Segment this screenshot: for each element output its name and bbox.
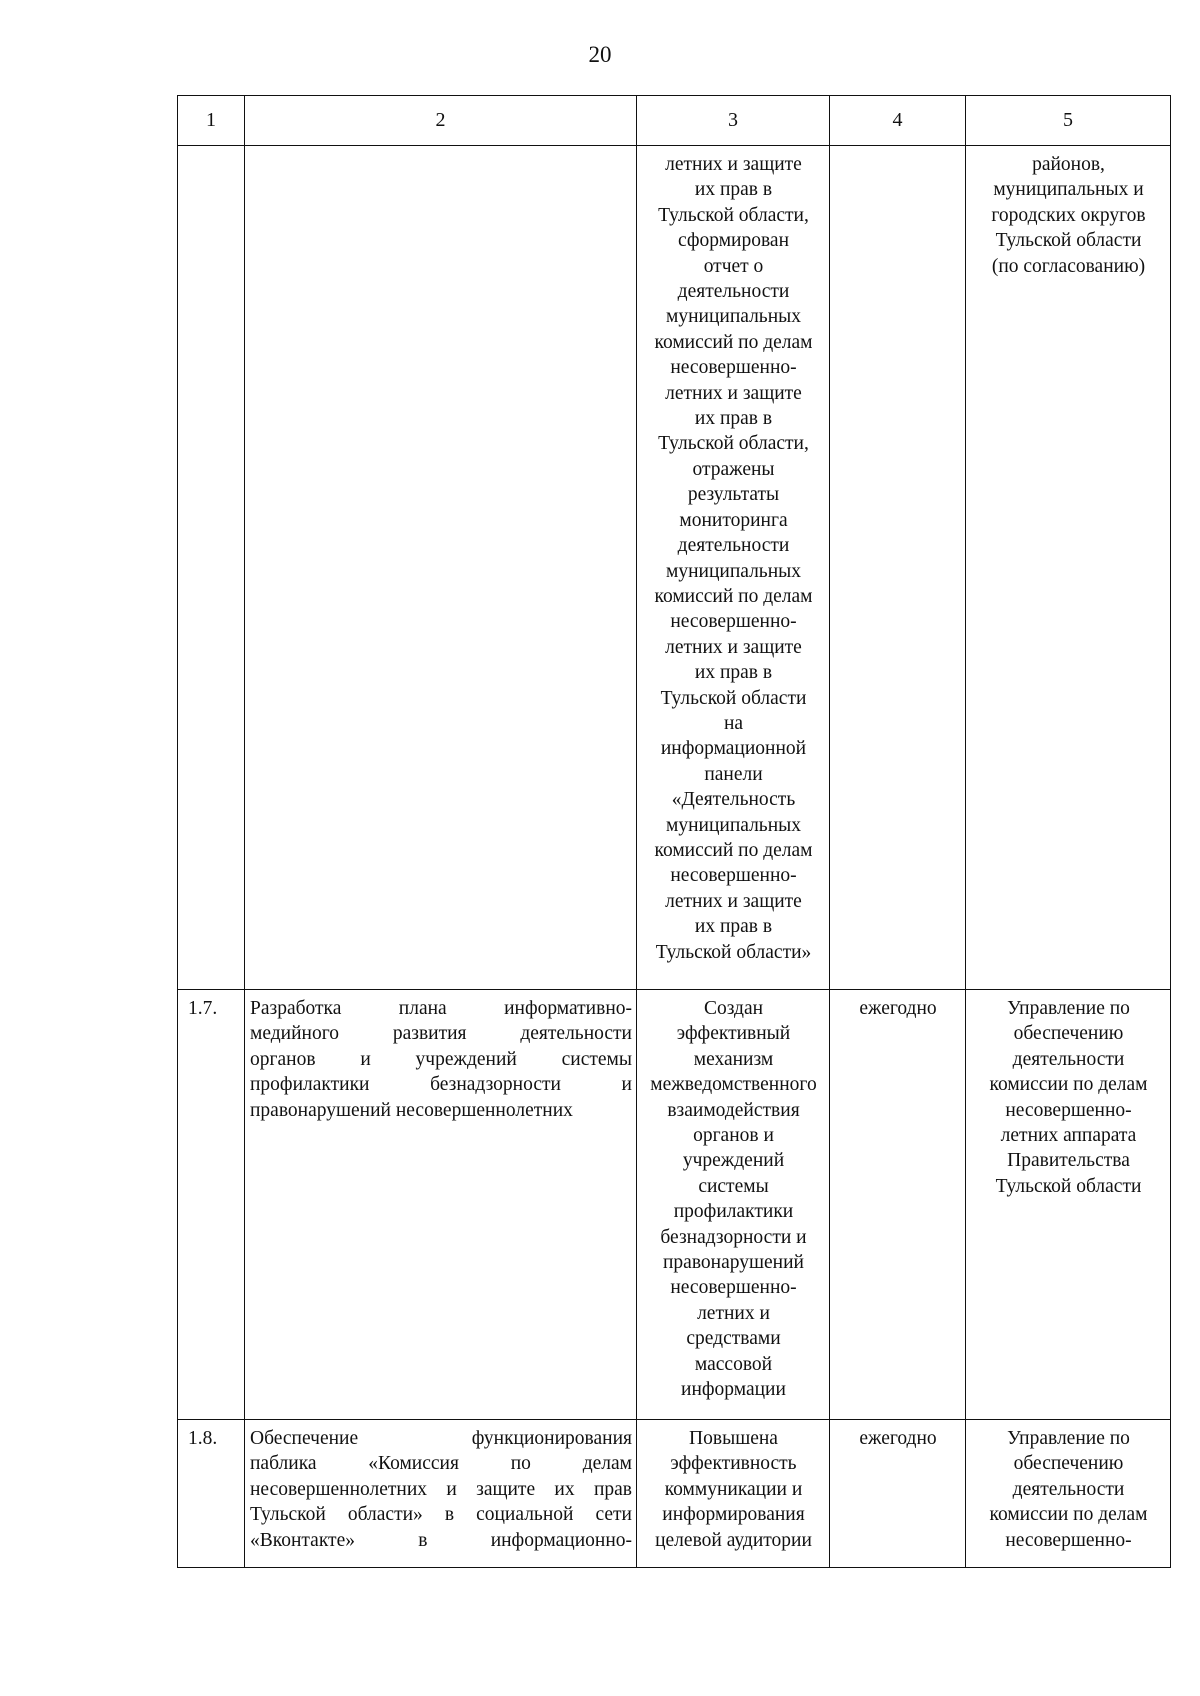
cell-text-line: правонарушений несовершеннолетних [250,1099,573,1121]
result-cell [637,990,830,1420]
cell-text-line: муниципальных [665,560,801,582]
cell-text-line: летних и [697,1302,770,1324]
cell-text-line: деятельности [1012,1048,1125,1070]
term-cell [830,146,966,990]
cell-text-line: обеспечению [1013,1023,1124,1045]
cell-text-line: несовершенно- [670,357,797,379]
cell-text-line: муниципальных [665,306,801,328]
cell-text-line: Тульской области» в социальной сети [250,1504,632,1526]
table-row [178,146,1171,990]
cell-text-line: несовершенно- [670,865,797,887]
cell-text-line: информационной [660,738,807,760]
cell-text-line: массовой [694,1353,773,1375]
header-cell-2: 2 [245,96,637,146]
cell-text-line: несовершеннолетних и защите их прав [250,1478,632,1500]
cell-text-line: коммуникации и [664,1478,803,1500]
table-header-row [178,96,1171,146]
cell-text-line: средствами [686,1328,781,1350]
cell-text-line: комиссий по делам [654,839,813,861]
cell-text-line: летних и защите [665,382,802,404]
cell-text-line: органов и [693,1125,774,1147]
cell-text-line: их прав в [694,662,773,684]
cell-text-line: летних аппарата [1000,1125,1137,1147]
cell-text-line: деятельности [677,535,790,557]
cell-text-line: на [723,712,744,734]
cell-text-line: районов, [1032,154,1105,175]
cell-text-line: несовершенно- [670,611,797,633]
cell-text-line: целевой аудитории [655,1529,812,1551]
cell-text-line: летних и защите [665,636,802,658]
term-cell: ежегодно [830,990,966,1420]
cell-text-line: информирования [662,1504,805,1526]
cell-text-line: органов и учреждений системы [250,1048,632,1070]
cell-text-line: обеспечению [1013,1453,1124,1475]
responsible-cell [966,146,1171,990]
cell-text-line: комиссии по делам [989,1074,1148,1096]
page-number: 20 [588,42,612,67]
cell-text-line: отчет о [703,255,764,277]
cell-text-line: Создан [703,998,764,1019]
cell-text-line: информации [681,1379,786,1401]
cell-text-line: Тульской области [660,687,807,709]
cell-text-line: Обеспечение функционирования [250,1428,632,1449]
cell-text-line: Повышена [689,1428,778,1449]
row-number-cell [178,146,245,990]
cell-text-line: системы [698,1175,769,1197]
plan-table [177,95,1171,1568]
cell-text-line: муниципальных и [993,179,1144,201]
cell-text-line: Тульской области [995,230,1142,252]
cell-text-line: Разработка плана информативно- [250,998,632,1019]
table-row [178,1420,1171,1568]
term-cell: ежегодно [830,1420,966,1568]
cell-text-line: эффективность [670,1453,797,1475]
cell-text-line: результаты [687,484,780,506]
cell-text-line: (по согласованию) [991,255,1146,277]
cell-text-line: несовершенно- [670,1277,797,1299]
cell-text-line: летних и защите [665,890,802,912]
cell-text-line: Управление по [1007,1428,1130,1449]
header-cell-1: 1 [178,96,245,146]
cell-text-line: эффективный [676,1023,791,1045]
cell-text-line: несовершенно- [1005,1099,1132,1121]
cell-text-line: деятельности [677,281,790,303]
activity-cell [245,1420,637,1568]
header-cell-3: 3 [637,96,830,146]
cell-text-line: муниципальных [665,814,801,836]
cell-text-line: безнадзорности и [660,1226,807,1248]
cell-text-line: Правительства [1007,1150,1130,1172]
cell-text-line: правонарушений [663,1252,804,1274]
cell-text-line: отражены [692,458,775,480]
responsible-cell [966,1420,1171,1568]
cell-text-line: панели [704,763,763,785]
cell-text-line: «Вконтакте» в информационно- [250,1529,632,1551]
result-cell [637,146,830,990]
cell-text-line: Управление по [1007,998,1130,1019]
row-number-cell: 1.7. [178,990,245,1420]
cell-text-line: деятельности [1012,1478,1125,1500]
cell-text-line: Тульской области [995,1175,1142,1197]
activity-cell [245,990,637,1420]
header-cell-4: 4 [830,96,966,146]
cell-text-line: Тульской области, [658,433,809,455]
result-cell [637,1420,830,1568]
cell-text-line: паблика «Комиссия по делам [250,1453,632,1475]
cell-text-line: взаимодействия [667,1099,800,1121]
cell-text-line: несовершенно- [1005,1529,1132,1551]
cell-text-line: комиссий по делам [654,585,813,607]
table-row [178,990,1171,1420]
cell-text-line: учреждений [682,1150,785,1172]
cell-text-line: Тульской области» [655,941,812,963]
cell-text-line: Тульской области, [658,204,809,226]
cell-text-line: их прав в [694,408,773,430]
cell-text-line: профилактики безнадзорности и [250,1074,632,1096]
cell-text-line: профилактики [673,1201,794,1223]
cell-text-line: мониторинга [679,509,788,531]
cell-text-line: комиссий по делам [654,331,813,353]
cell-text-line: механизм [693,1048,774,1070]
cell-text-line: комиссии по делам [989,1504,1148,1526]
cell-text-line: летних и защите [665,154,802,175]
cell-text-line: «Деятельность [671,789,796,811]
cell-text-line: межведомственного [650,1074,817,1096]
cell-text-line: их прав в [694,179,773,201]
row-number-cell: 1.8. [178,1420,245,1568]
cell-text-line: городских округов [991,204,1146,226]
cell-text-line: медийного развития деятельности [250,1023,632,1045]
activity-cell [245,146,637,990]
header-cell-5: 5 [966,96,1171,146]
cell-text-line: их прав в [694,916,773,938]
responsible-cell [966,990,1171,1420]
cell-text-line: сформирован [677,230,790,252]
